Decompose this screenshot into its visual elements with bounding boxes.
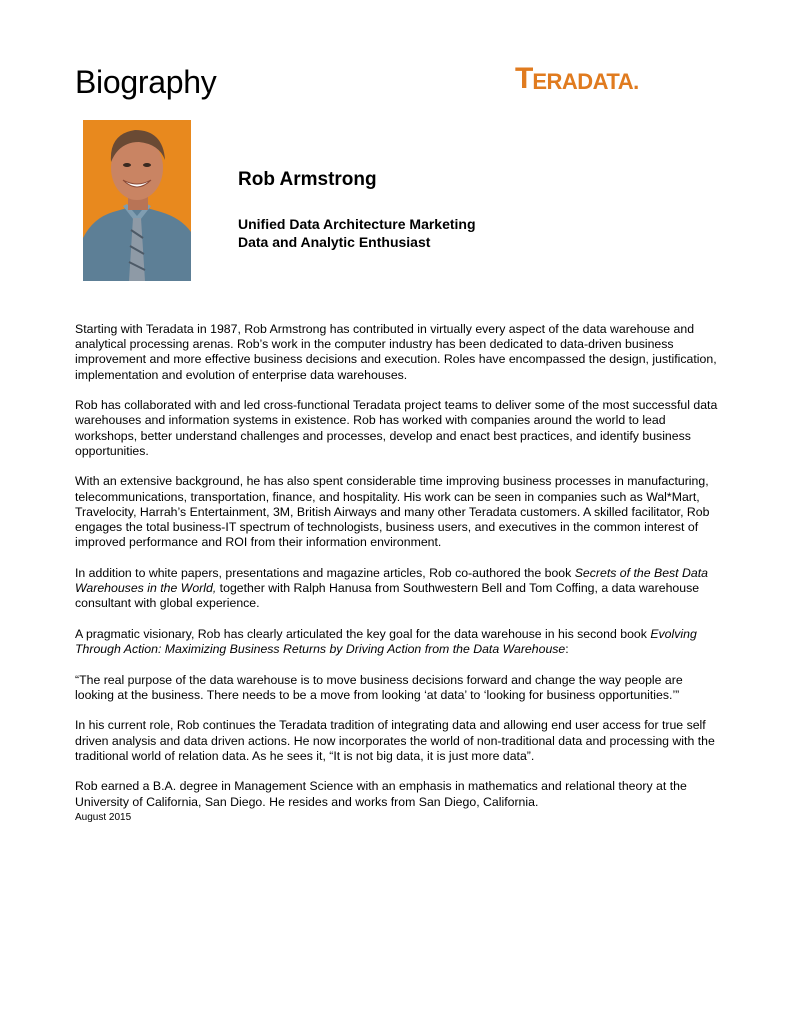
bio-paragraph-2: Rob has collaborated with and led cross-functional Teradata project teams to deliver some of the most successful data warehouses and information systems in existence. Rob has worked with companies around the world to lead workshops, better understand challenges and processes, develop and enact best practices, and identify business opportunities.	[75, 398, 718, 458]
logo-wordmark: ERADATA	[532, 69, 634, 94]
bio-p5-text-before: A pragmatic visionary, Rob has clearly articulated the key goal for the data warehouse in his second book	[75, 626, 651, 641]
book-title-secrets: Secrets of the Best Data Warehouses in the World,	[75, 565, 708, 596]
role-line-2: Data and Analytic Enthusiast	[238, 234, 431, 250]
bio-p4-text-after: together with Ralph Hanusa from Southwestern Bell and Tom Coffing, a data warehouse consultant with global experience.	[75, 581, 700, 611]
logo-initial: T	[515, 62, 533, 95]
bio-p5-text-after: :	[565, 642, 569, 657]
bio-paragraph-7: In his current role, Rob continues the Teradata tradition of integrating data and allowing end user access for true self driven analysis and data driven actions. He now incorporates the world of non-traditional data and processing with the traditional world of relation data. As he sees it, “It is not big data, it is just more data”.	[75, 718, 715, 763]
person-role	[238, 215, 476, 251]
biography-body	[75, 322, 725, 825]
role-line-1: Unified Data Architecture Marketing	[238, 216, 476, 232]
bio-paragraph-3: With an extensive background, he has also spent considerable time improving business processes in manufacturing, telecommunications, transportation, finance, and hospitality. His work can be seen in companies such as Wal*Mart, Travelocity, Harrah’s Entertainment, 3M, British Airways and many other Teradata customers. A skilled facilitator, Rob engages the total business-IT spectrum of technologists, business users, and executives in the common interest of improved performance and ROI from their information environment.	[75, 474, 710, 550]
person-name: Rob Armstrong	[238, 169, 377, 190]
photo-eye-left	[123, 163, 131, 167]
bio-quote: “The real purpose of the data warehouse is to move business decisions forward and change the way people are looking at the business. There needs to be a move from looking ‘at data’ to ‘looking for business opportunities.’”	[75, 672, 683, 702]
bio-paragraph-4	[75, 566, 725, 612]
bio-paragraph-5	[75, 627, 725, 657]
page-title: Biography	[75, 64, 217, 100]
teradata-logo	[515, 64, 639, 96]
bio-p4-text-before: In addition to white papers, presentations and magazine articles, Rob co-authored the book	[75, 565, 575, 580]
bio-paragraph-8: Rob earned a B.A. degree in Management Science with an emphasis in mathematics and relational theory at the University of California, San Diego. He resides and works from San Diego, California.	[75, 779, 687, 809]
photo-eye-right	[143, 163, 151, 167]
document-date: August 2015	[75, 812, 132, 823]
book-title-evolving: Evolving Through Action: Maximizing Business Returns by Driving Action from the Data Warehouse	[75, 626, 697, 657]
portrait-photo	[83, 120, 191, 281]
bio-paragraph-1: Starting with Teradata in 1987, Rob Armstrong has contributed in virtually every aspect of the data warehouse and analytical processing arenas. Rob’s work in the computer industry has been dedicated to data-driven business improvement and more effective business decisions and execution. Roles have encompassed the design, justification, implementation and evolution of enterprise data warehouses.	[75, 322, 717, 382]
logo-period: .	[633, 69, 639, 94]
